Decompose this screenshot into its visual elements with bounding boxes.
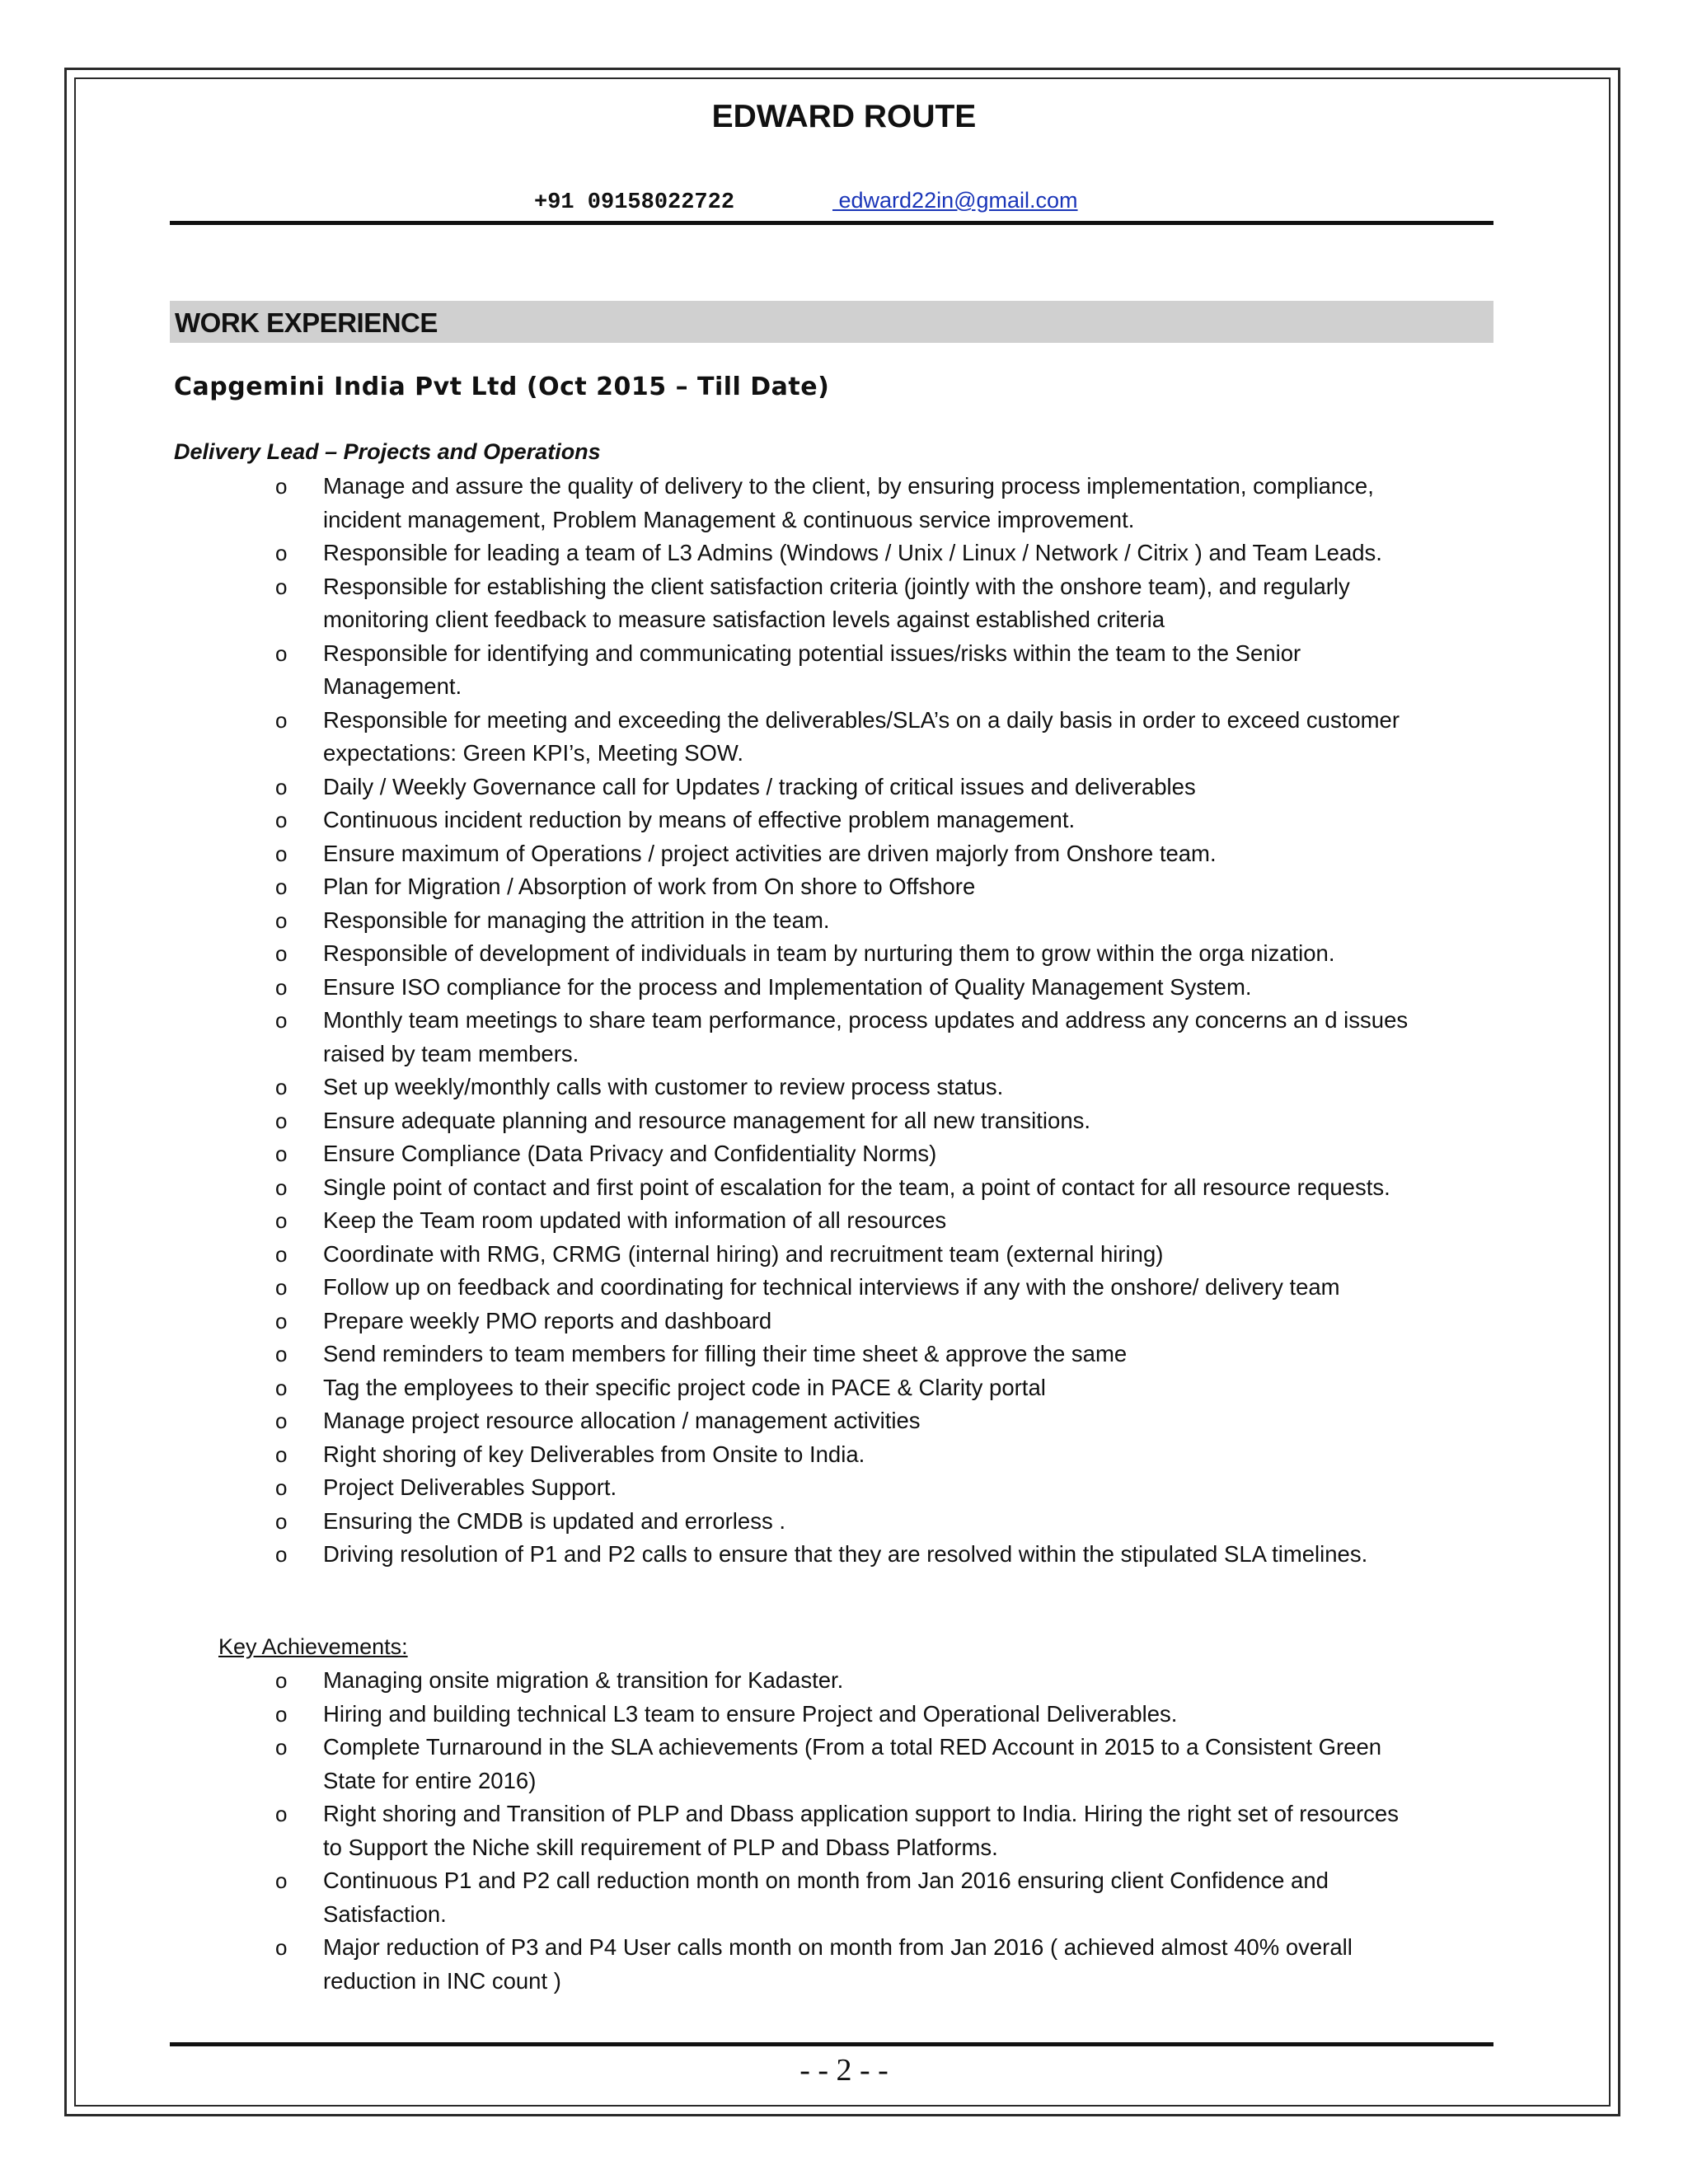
bullet-marker: o [275, 1935, 288, 1960]
bullet-marker: o [275, 1208, 288, 1233]
header-divider [170, 221, 1493, 225]
bullet-line: Responsible for meeting and exceeding the deliverables/SLA’s on a daily basis in order to exceed customer [323, 706, 1400, 733]
achievements-list [0, 1664, 1688, 1998]
bullet-marker: o [275, 1174, 288, 1200]
responsibility-item [0, 1471, 1526, 1505]
bullet-line: Right shoring of key Deliverables from Onsite to India. [323, 1441, 865, 1467]
bullet-line: Responsible for managing the attrition in the team. [323, 907, 830, 933]
bullet-marker: o [275, 1701, 288, 1727]
bullet-line: Responsible for identifying and communicating potential issues/risks within the team to the Senior [323, 640, 1301, 666]
footer-divider [170, 2042, 1493, 2046]
bullet-line: Keep the Team room updated with information of all resources [323, 1207, 947, 1233]
responsibility-item [0, 1505, 1526, 1539]
bullet-line: Ensure adequate planning and resource management for all new transitions. [323, 1107, 1090, 1133]
bullet-line: Follow up on feedback and coordinating for technical interviews if any with the onshore/ delivery team [323, 1274, 1340, 1300]
bullet-line: Manage project resource allocation / management activities [323, 1408, 921, 1433]
bullet-marker: o [275, 1275, 288, 1300]
responsibility-item [0, 1137, 1526, 1171]
responsibility-item [0, 971, 1526, 1005]
bullet-marker: o [275, 1375, 288, 1400]
responsibility-item [0, 937, 1526, 971]
bullet-line: Responsible for leading a team of L3 Admins (Windows / Unix / Linux / Network / Citrix ) and Team Leads. [323, 540, 1382, 565]
bullet-marker: o [275, 541, 288, 565]
responsibility-item [0, 1071, 1526, 1104]
bullet-line: Single point of contact and first point of escalation for the team, a point of contact for all resource requests. [323, 1174, 1390, 1200]
bullet-line: Managing onsite migration & transition for Kadaster. [323, 1667, 844, 1693]
bullet-line: Major reduction of P3 and P4 User calls month on month from Jan 2016 ( achieved almost 40% overall [323, 1934, 1353, 1960]
bullet-marker: o [275, 1342, 288, 1366]
bullet-line: Set up weekly/monthly calls with customer to review process status. [323, 1074, 1004, 1099]
bullet-marker: o [275, 1108, 288, 1133]
bullet-line: Responsible for establishing the client satisfaction criteria (jointly with the onshore team), and regularly [323, 573, 1350, 599]
bullet-line: to Support the Niche skill requirement of PLP and Dbass Platforms. [323, 1834, 998, 1860]
bullet-line: Driving resolution of P1 and P2 calls to ensure that they are resolved within the stipulated SLA timelines. [323, 1541, 1368, 1567]
achievement-item [0, 1931, 1526, 1998]
phone-number: +91 09158022722 [534, 190, 735, 215]
page-number: - - 2 - - [799, 2053, 889, 2088]
bullet-line: Responsible of development of individuals in team by nurturing them to grow within the orga nization. [323, 940, 1335, 966]
company-heading: Capgemini India Pvt Ltd (Oct 2015 – Till Date) [174, 373, 830, 401]
bullet-marker: o [275, 907, 288, 933]
bullet-marker: o [275, 1075, 288, 1099]
responsibility-item [0, 1404, 1526, 1438]
bullet-marker: o [275, 874, 288, 899]
bullet-line: reduction in INC count ) [323, 1967, 561, 1994]
bullet-marker: o [275, 1241, 288, 1267]
achievement-item [0, 1731, 1526, 1797]
responsibility-item [0, 870, 1526, 904]
key-achievements-heading: Key Achievements: [218, 1634, 408, 1659]
bullet-line: Daily / Weekly Governance call for Updates / tracking of critical issues and deliverables [323, 773, 1196, 799]
bullet-line: Ensuring the CMDB is updated and errorless . [323, 1507, 785, 1534]
bullet-line: Management. [323, 673, 462, 699]
bullet-line: Satisfaction. [323, 1900, 447, 1927]
responsibility-item [0, 570, 1526, 637]
section-title: WORK EXPERIENCE [175, 307, 438, 338]
bullet-line: Ensure ISO compliance for the process and Implementation of Quality Management System. [323, 973, 1252, 1000]
bullet-line: Tag the employees to their specific project code in PACE & Clarity portal [323, 1374, 1046, 1400]
achievement-item [0, 1664, 1526, 1698]
bullet-line: Complete Turnaround in the SLA achievements (From a total RED Account in 2015 to a Consistent Green [323, 1734, 1382, 1760]
bullet-line: Plan for Migration / Absorption of work from On shore to Offshore [323, 874, 976, 899]
bullet-line: Right shoring and Transition of PLP and Dbass application support to India. Hiring the right set of resources [323, 1801, 1399, 1826]
achievement-item [0, 1864, 1526, 1931]
bullet-marker: o [275, 1141, 288, 1166]
responsibility-item [0, 470, 1526, 537]
bullet-line: Continuous incident reduction by means of effective problem management. [323, 807, 1076, 832]
bullet-line: Send reminders to team members for filling their time sheet & approve the same [323, 1341, 1128, 1366]
responsibility-item [0, 1004, 1526, 1071]
responsibility-item [0, 1538, 1526, 1572]
bullet-marker: o [275, 574, 288, 599]
responsibility-item [0, 804, 1526, 837]
responsibility-item [0, 1204, 1526, 1238]
bullet-marker: o [275, 1868, 288, 1893]
bullet-line: monitoring client feedback to measure satisfaction levels against established criteria [323, 607, 1165, 632]
bullet-line: Hiring and building technical L3 team to ensure Project and Operational Deliverables. [323, 1700, 1178, 1727]
bullet-line: Continuous P1 and P2 call reduction month on month from Jan 2016 ensuring client Confidence and [323, 1868, 1329, 1893]
contact-line [534, 188, 1078, 215]
bullet-marker: o [275, 1308, 288, 1333]
responsibilities-list [0, 470, 1688, 1572]
bullet-marker: o [275, 1508, 288, 1534]
achievement-item [0, 1797, 1526, 1864]
responsibility-item [0, 704, 1526, 771]
responsibility-item [0, 904, 1526, 938]
responsibility-item [0, 537, 1526, 570]
bullet-line: Prepare weekly PMO reports and dashboard [323, 1307, 772, 1333]
bullet-line: Ensure maximum of Operations / project activities are driven majorly from Onshore team. [323, 840, 1217, 866]
bullet-marker: o [275, 1475, 288, 1500]
responsibility-item [0, 1104, 1526, 1138]
bullet-line: raised by team members. [323, 1040, 579, 1066]
bullet-line: Project Deliverables Support. [323, 1474, 617, 1500]
bullet-line: State for entire 2016) [323, 1767, 537, 1793]
responsibility-item [0, 637, 1526, 704]
bullet-marker: o [275, 974, 288, 1000]
responsibility-item [0, 1371, 1526, 1405]
bullet-marker: o [275, 707, 288, 733]
bullet-marker: o [275, 808, 288, 832]
candidate-name: EDWARD ROUTE [711, 99, 977, 134]
responsibility-item [0, 1238, 1526, 1272]
responsibility-item [0, 1171, 1526, 1205]
bullet-line: expectations: Green KPI’s, Meeting SOW. [323, 740, 744, 766]
role-title: Delivery Lead – Projects and Operations [174, 439, 601, 464]
bullet-marker: o [275, 1542, 288, 1567]
bullet-line: Ensure Compliance (Data Privacy and Confidentiality Norms) [323, 1141, 937, 1166]
bullet-marker: o [275, 1441, 288, 1467]
email-link[interactable]: edward22in@gmail.com [832, 188, 1078, 213]
section-header-bar [170, 301, 1493, 343]
bullet-line: Coordinate with RMG, CRMG (internal hiring) and recruitment team (external hiring) [323, 1240, 1164, 1267]
bullet-marker: o [275, 1735, 288, 1760]
responsibility-item [0, 771, 1526, 804]
bullet-marker: o [275, 941, 288, 966]
bullet-line: incident management, Problem Management & continuous service improvement. [323, 506, 1135, 532]
bullet-marker: o [275, 1802, 288, 1826]
bullet-marker: o [275, 1008, 288, 1033]
bullet-marker: o [275, 1408, 288, 1433]
achievement-item [0, 1698, 1526, 1732]
bullet-marker: o [275, 640, 288, 666]
bullet-marker: o [275, 474, 288, 499]
bullet-marker: o [275, 774, 288, 799]
responsibility-item [0, 1271, 1526, 1305]
bullet-line: Monthly team meetings to share team performance, process updates and address any concerns an d issues [323, 1007, 1409, 1033]
responsibility-item [0, 1305, 1526, 1338]
responsibility-item [0, 1438, 1526, 1472]
bullet-marker: o [275, 1668, 288, 1693]
bullet-marker: o [275, 841, 288, 866]
bullet-line: Manage and assure the quality of delivery to the client, by ensuring process implementation, compliance, [323, 473, 1374, 499]
responsibility-item [0, 1338, 1526, 1371]
responsibility-item [0, 837, 1526, 871]
